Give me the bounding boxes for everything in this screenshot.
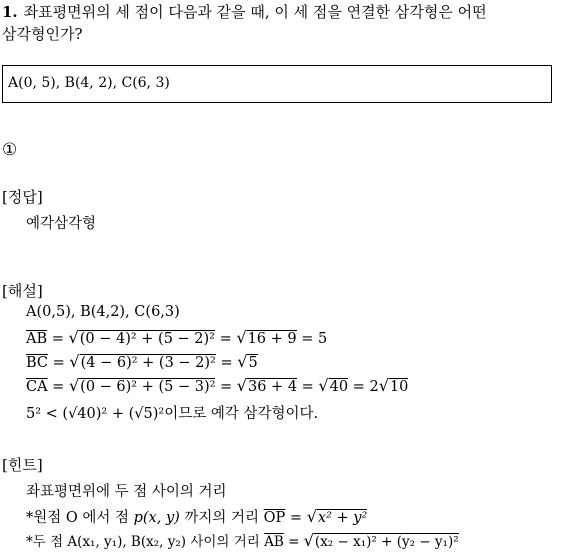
ca-mid2: 40: [329, 379, 349, 395]
segment-bc: $\overline{BC}$: [26, 355, 49, 371]
hint3-pre: *두 점: [26, 534, 64, 550]
ca-mid: 36 + 4: [248, 379, 298, 395]
ab-radicand: (0 − 4)² + (5 − 2)²: [79, 331, 215, 347]
op-radicand: x² + y²: [317, 510, 368, 526]
question-text-2: 삼각형인가?: [2, 25, 83, 43]
segment-ab-hint: $\overline{AB}$: [264, 534, 284, 550]
given-box: [2, 65, 552, 103]
solution-header: [해설]: [2, 282, 43, 300]
given-points: A(0, 5), B(4, 2), C(6, 3): [8, 75, 170, 91]
solution-bc: $\overline{BC} = √(4 - 6)^2 + (3 - 2)^2 = √5$: [26, 352, 258, 371]
ab-mid: 16 + 9: [247, 331, 297, 347]
segment-ca: $\overline{CA}$: [26, 379, 48, 395]
bc-result: 5: [248, 355, 258, 371]
hint2-point: p(x, y): [133, 510, 180, 526]
answer-header: [정답]: [2, 188, 43, 206]
conclusion-text: 이므로 예각 삼각형이다.: [164, 406, 319, 422]
conclusion-math: 5² < (√40)² + (√5)²: [26, 406, 165, 422]
answer-text: 예각삼각형: [26, 216, 97, 232]
solution-ca: $\overline{CA} = √(0 - 6)^2 + (5 - 3)^2 = √36 + 4 = √40 = 2√10$: [26, 376, 409, 395]
ab-hint-radicand: (x₂ − x₁)² + (y₂ − y₁)²: [314, 534, 459, 550]
hint-line-2: *원점 O 에서 점 p(x, y) 까지의 거리 $\overline{OP} = √x^2 + y^2$: [26, 507, 368, 526]
hint2-mid: 까지의 거리: [184, 510, 260, 526]
bc-radicand: (4 − 6)² + (3 − 2)²: [80, 355, 216, 371]
hint3-points: A(x₁, y₁), B(x₂, y₂): [67, 534, 187, 550]
question-line-1: [2, 0, 487, 24]
choice-mark: ①: [2, 140, 18, 160]
ca-coef: 2: [369, 379, 379, 395]
ca-radicand: (0 − 6)² + (5 − 3)²: [80, 379, 216, 395]
question-text-1: 좌표평면위의 세 점이 다음과 같을 때, 이 세 점을 연결한 삼각형은 어떤: [23, 3, 487, 21]
solution-points: A(0,5), B(4,2), C(6,3): [26, 304, 180, 320]
hint-header: [힌트]: [2, 456, 43, 474]
hint-line-1: 좌표평면위에 두 점 사이의 거리: [26, 484, 227, 500]
hint2-pre: *원점 O 에서 점: [26, 510, 129, 526]
solution-conclusion: [26, 402, 318, 423]
solution-ab: $\overline{AB} = √(0 - 4)^2 + (5 - 2)^2 = √16 + 9 = 5$: [26, 328, 328, 347]
segment-ab: $\overline{AB}$: [26, 331, 48, 347]
segment-op: $\overline{OP}$: [263, 510, 286, 526]
ca-result-rad: 10: [389, 379, 409, 395]
ab-result: 5: [317, 331, 328, 347]
hint3-mid: 사이의 거리: [190, 534, 260, 550]
question-number: 1.: [2, 3, 18, 21]
hint-line-3: *두 점 A(x₁, y₁), B(x₂, y₂) 사이의 거리 $\overline{AB} = √(x_2 - x_1)^2 + (y_2 - y_1)^2$: [26, 531, 459, 550]
